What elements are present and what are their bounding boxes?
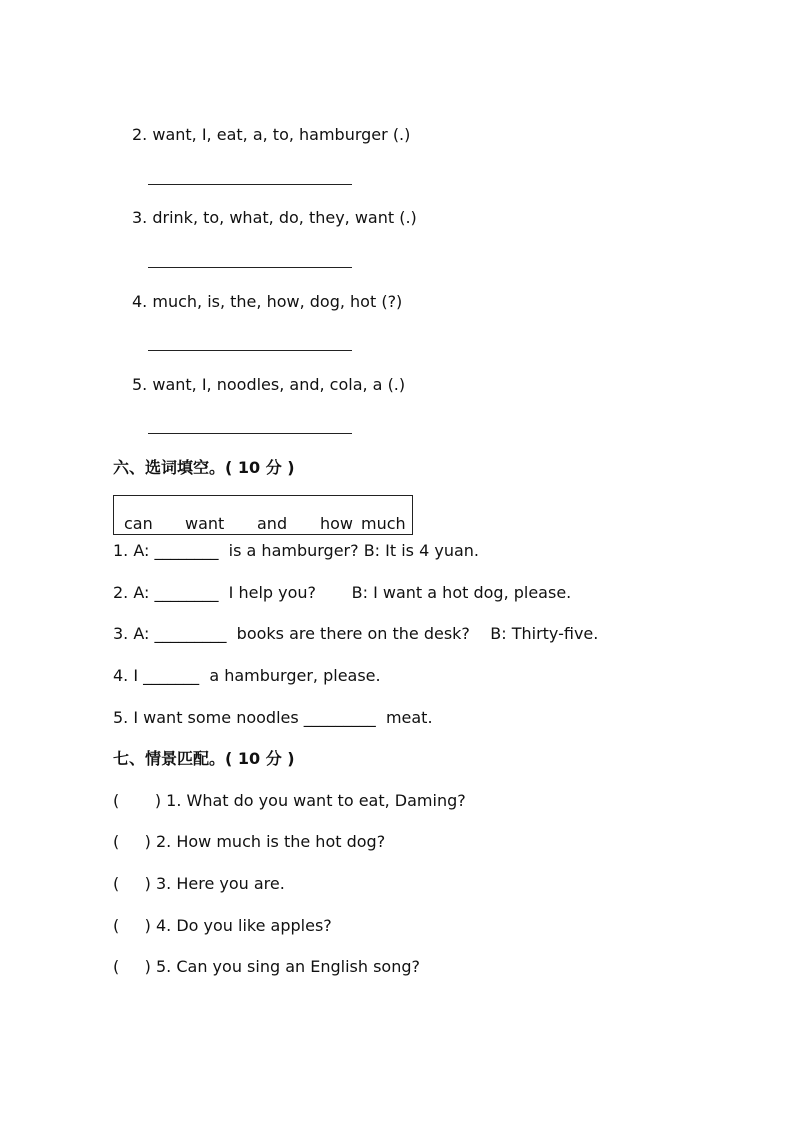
reorder-item-3: 3. drink, to, what, do, they, want (.): [132, 208, 417, 227]
word-and: and: [257, 514, 288, 533]
section-6-heading: 六、选词填空。( 10 分 ): [113, 458, 295, 477]
word-much: much: [361, 514, 406, 533]
reorder-item-2: 2. want, I, eat, a, to, hamburger (.): [132, 125, 411, 144]
fill-item-3: 3. A: _________ books are there on the desk? B: Thirty-five.: [113, 624, 599, 643]
word-bank-box: [113, 495, 413, 535]
fill-item-1: 1. A: ________ is a hamburger? B: It is 4 yuan.: [113, 541, 480, 560]
fill-item-5: 5. I want some noodles _________ meat.: [113, 708, 433, 727]
match-item-4: ( ) 4. Do you like apples?: [113, 916, 332, 935]
match-item-2: ( ) 2. How much is the hot dog?: [113, 832, 386, 851]
reorder-item-5: 5. want, I, noodles, and, cola, a (.): [132, 375, 406, 394]
word-can: can: [124, 514, 153, 533]
match-item-3: ( ) 3. Here you are.: [113, 874, 285, 893]
fill-item-2: 2. A: ________ I help you? B: I want a hot dog, please.: [113, 583, 572, 602]
answer-line-3[interactable]: [148, 267, 352, 268]
word-want: want: [185, 514, 225, 533]
match-item-5: ( ) 5. Can you sing an English song?: [113, 957, 421, 976]
fill-item-4: 4. I _______ a hamburger, please.: [113, 666, 381, 685]
match-item-1: ( ) 1. What do you want to eat, Daming?: [113, 791, 466, 810]
word-how: how: [320, 514, 354, 533]
answer-line-5[interactable]: [148, 433, 352, 434]
reorder-item-4: 4. much, is, the, how, dog, hot (?): [132, 292, 403, 311]
section-7-heading: 七、情景匹配。( 10 分 ): [113, 749, 295, 768]
answer-line-2[interactable]: [148, 184, 352, 185]
answer-line-4[interactable]: [148, 350, 352, 351]
